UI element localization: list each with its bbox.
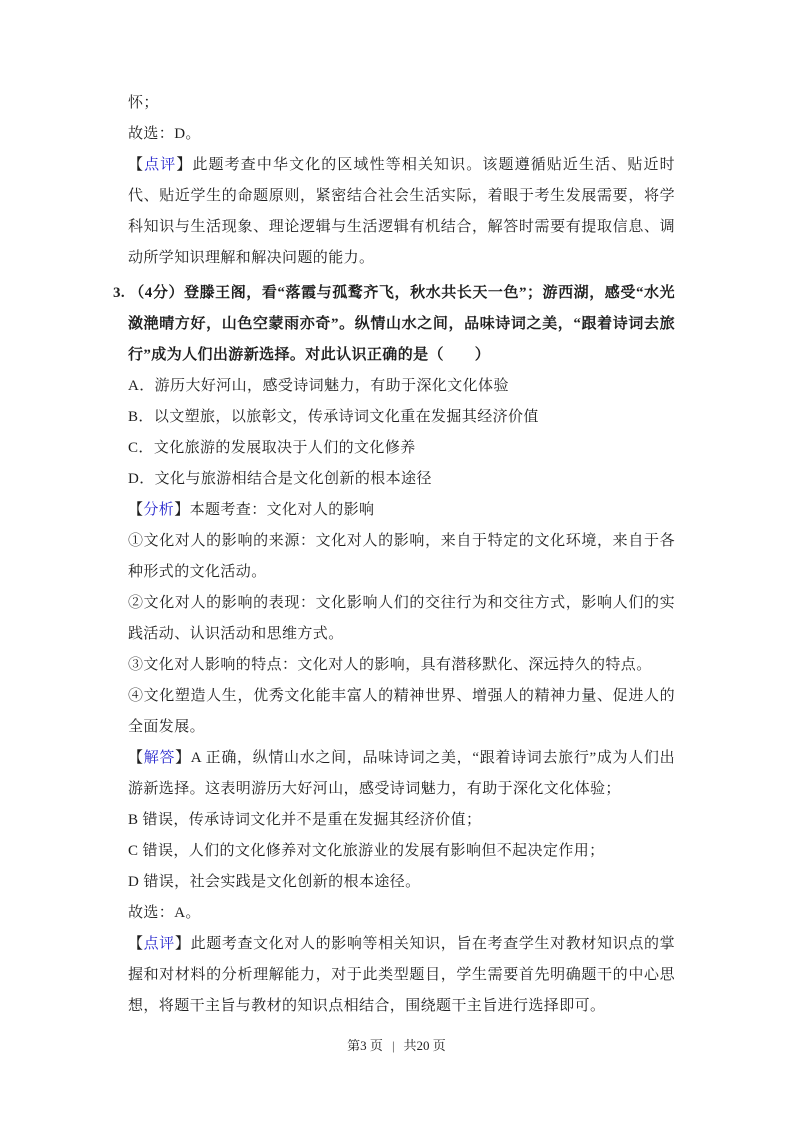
prev-comment-paragraph bbox=[128, 150, 675, 274]
answer-first-text: A 正确，纵情山水之间，品味诗词之美，“跟着诗词去旅行”成为人们出游新选择。这表明游历大好河山，感受诗词魅力，有助于深化文化体验； bbox=[128, 750, 676, 797]
footer-current-page: 第3 页 bbox=[347, 1038, 383, 1053]
analysis-point-4: ④文化塑造人生，优秀文化能丰富人的精神世界、增强人的精神力量、促进人的全面发展。 bbox=[128, 688, 675, 735]
option-a-text: 游历大好河山，感受诗词魅力，有助于深化文化体验 bbox=[154, 378, 509, 394]
comment-tag: 点评 bbox=[143, 936, 175, 952]
document-content bbox=[113, 88, 676, 1022]
answer-line-d: D 错误，社会实践是文化创新的根本途径。 bbox=[128, 874, 421, 890]
option-d bbox=[128, 464, 675, 495]
analysis-intro: 本题考查：文化对人的影响 bbox=[189, 502, 375, 518]
question-stem bbox=[113, 278, 675, 371]
option-c-text: 文化旅游的发展取决于人们的文化修养 bbox=[153, 440, 416, 456]
answer-tag: 解答 bbox=[143, 750, 176, 766]
question-number: 3. bbox=[113, 285, 126, 301]
comment-text: 此题考查文化对人的影响等相关知识，旨在考查学生对教材知识点的掌握和对材料的分析理解能力，对于此类型题目，学生需要首先明确题干的中心思想，将题干主旨与教材的知识点相结合，围绕题干主旨进行选择即可。 bbox=[128, 936, 675, 1014]
analysis-tag: 分析 bbox=[143, 502, 175, 518]
analysis-point-2: ②文化对人的影响的表现：文化影响人们的交往行为和交往方式，影响人们的实践活动、认识活动和思维方式。 bbox=[128, 595, 675, 642]
prev-answer-choice-line: 故选：D。 bbox=[128, 126, 201, 142]
option-d-label: D． bbox=[128, 471, 155, 487]
answer-line-c: C 错误，人们的文化修养对文化旅游业的发展有影响但不起决定作用； bbox=[128, 843, 605, 859]
question-stem-text: （4分）登滕王阁，看“落霞与孤鹜齐飞，秋水共长天一色”；游西湖，感受“水光潋滟晴方好，山色空蒙雨亦奇”。纵情山水之间，品味诗词之美，“跟着诗词去旅行”成为人们出游新选择。对此认识正确的是（ ） bbox=[128, 285, 675, 363]
bracket-open: 【 bbox=[128, 750, 144, 766]
bracket-open: 【 bbox=[128, 502, 144, 518]
prev-answer-tail-line: 怀； bbox=[128, 95, 159, 111]
comment-paragraph bbox=[128, 929, 675, 1022]
comment-text: 此题考查中华文化的区域性等相关知识。该题遵循贴近生活、贴近时代、贴近学生的命题原则，紧密结合社会生活实际，着眼于考生发展需要，将学科知识与生活现象、理论逻辑与生活逻辑有机结合，解答时需要有提取信息、调动所学知识理解和解决问题的能力。 bbox=[128, 157, 675, 266]
answer-line-b: B 错误，传承诗词文化并不是重在发掘其经济价值； bbox=[128, 812, 482, 828]
option-b bbox=[128, 402, 675, 433]
bracket-close: 】 bbox=[175, 750, 191, 766]
option-d-text: 文化与旅游相结合是文化创新的根本途径 bbox=[154, 471, 432, 487]
bracket-close: 】 bbox=[174, 936, 191, 952]
analysis-paragraph bbox=[128, 495, 675, 526]
answer-paragraph bbox=[128, 743, 675, 805]
option-c-label: C． bbox=[128, 440, 154, 456]
analysis-point-1: ①文化对人的影响的来源：文化对人的影响，来自于特定的文化环境，来自于各种形式的文化活动。 bbox=[128, 533, 675, 580]
option-a bbox=[128, 371, 675, 402]
comment-tag: 点评 bbox=[144, 157, 177, 173]
option-b-text: 以文塑旅，以旅彰文，传承诗词文化重在发掘其经济价值 bbox=[153, 409, 539, 425]
analysis-point-3: ③文化对人影响的特点：文化对人的影响，具有潜移默化、深远持久的特点。 bbox=[128, 657, 652, 673]
bracket-close: 】 bbox=[176, 157, 193, 173]
bracket-open: 【 bbox=[128, 936, 144, 952]
footer-separator: | bbox=[391, 1038, 395, 1053]
page-footer bbox=[0, 1036, 793, 1056]
bracket-open: 【 bbox=[128, 157, 145, 173]
answer-choice-line: 故选：A。 bbox=[128, 905, 201, 921]
option-a-label: A． bbox=[128, 378, 155, 394]
option-c bbox=[128, 433, 675, 464]
bracket-close: 】 bbox=[174, 502, 190, 518]
option-b-label: B． bbox=[128, 409, 154, 425]
footer-total-pages: 共20 页 bbox=[403, 1038, 446, 1053]
